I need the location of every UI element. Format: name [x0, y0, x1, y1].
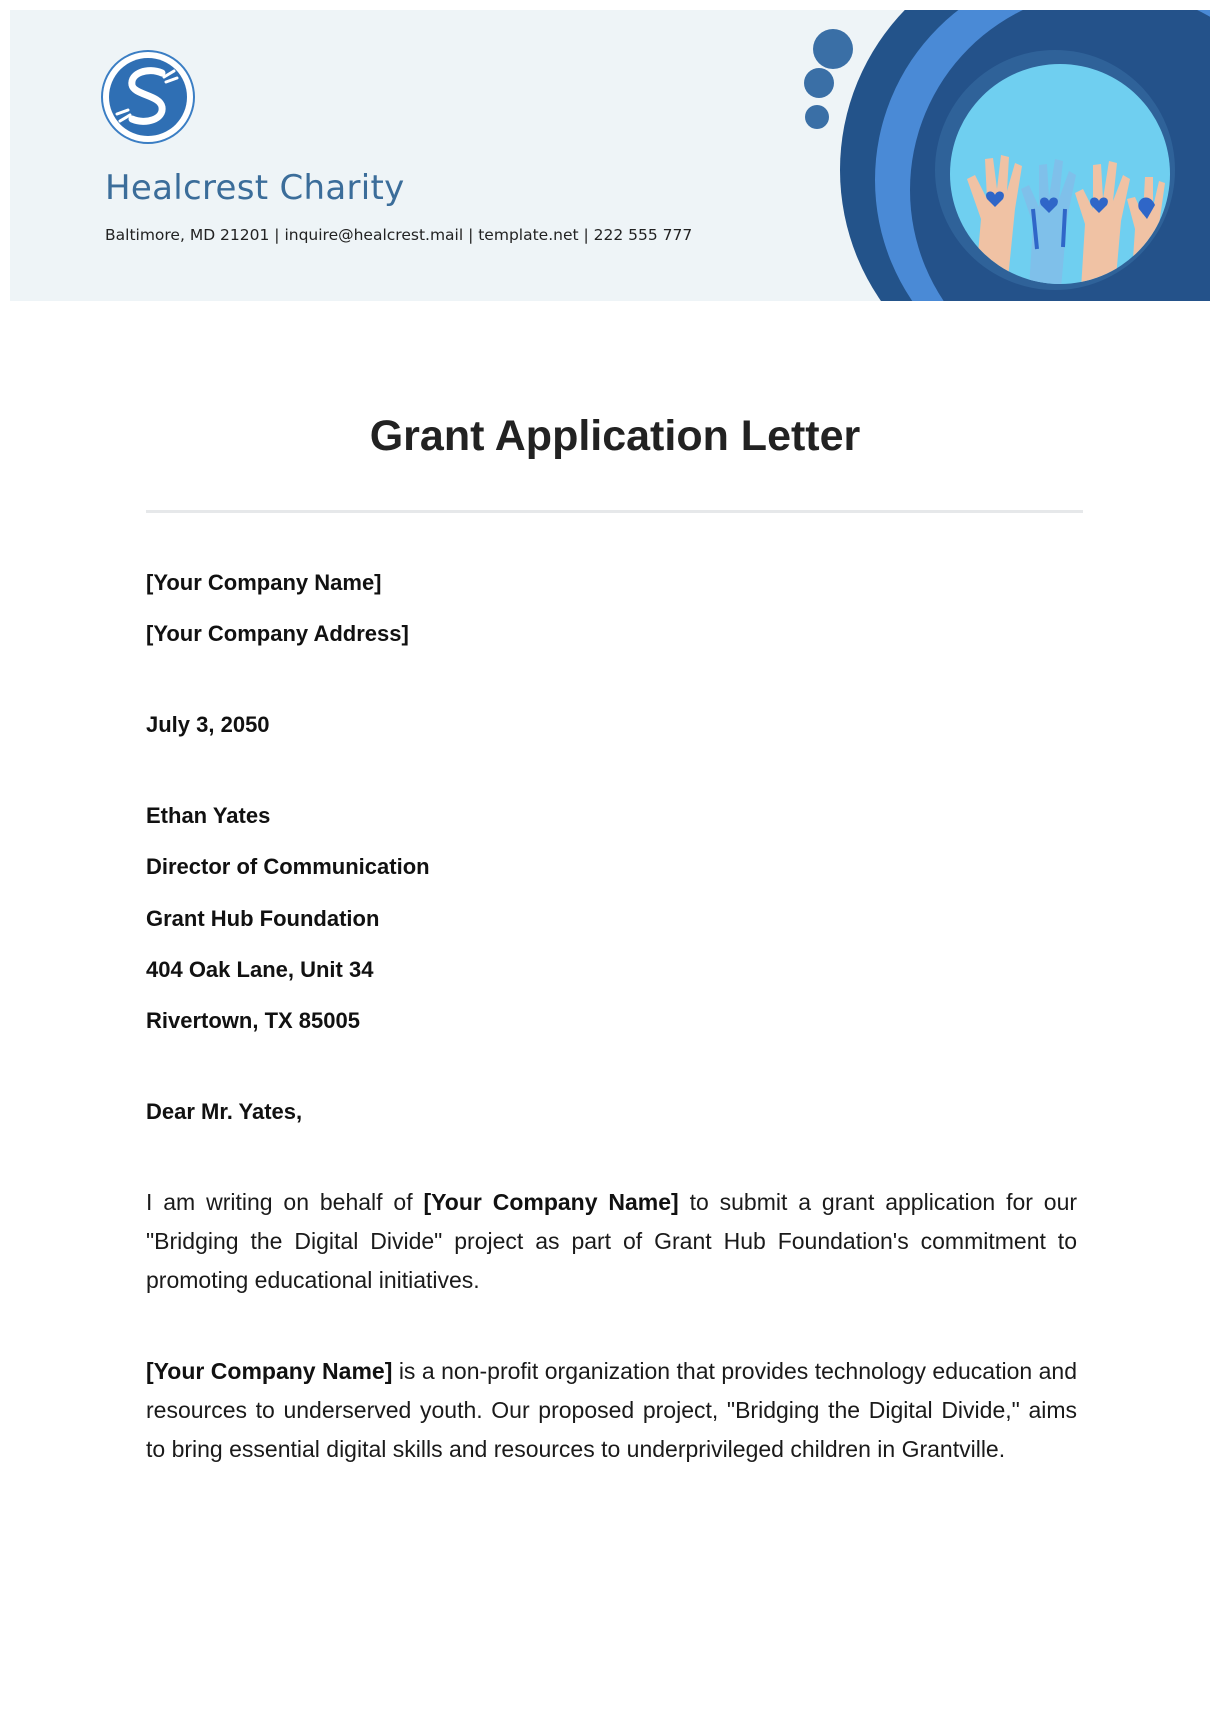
hands-photo	[945, 59, 1175, 289]
recipient-city: Rivertown, TX 85005	[146, 1008, 360, 1033]
dot-medium	[804, 68, 834, 98]
organization-contact: Baltimore, MD 21201 | inquire@healcrest.mail | template.net | 222 555 777	[105, 226, 693, 244]
letter-date: July 3, 2050	[146, 712, 270, 737]
sender-company-name: [Your Company Name]	[146, 570, 382, 595]
document-title: Grant Application Letter	[369, 412, 861, 460]
recipient-street: 404 Oak Lane, Unit 34	[146, 957, 374, 982]
title-divider	[146, 510, 1083, 513]
p2-company-placeholder: [Your Company Name]	[146, 1358, 393, 1384]
body-paragraph-2	[146, 1352, 1077, 1469]
dot-large	[813, 29, 853, 69]
healcrest-logo-icon	[100, 49, 196, 145]
p1-rest: to submit a grant application for our "Bridging the Digital Divide" project as part of Grant Hub Foundation's commitment to promoting educational initiatives.	[146, 1189, 1078, 1293]
p2-rest: is a non-profit organization that provides technology education and resources to underserved youth. Our proposed project, "Bridging the Digital Divide," aims to bring essential digital skills and resources to underprivileged children in Grantville.	[146, 1358, 1078, 1462]
p1-company-placeholder: [Your Company Name]	[423, 1189, 679, 1215]
sender-company-address: [Your Company Address]	[146, 621, 409, 646]
salutation: Dear Mr. Yates,	[146, 1099, 303, 1124]
p1-intro: I am writing on behalf of	[146, 1189, 424, 1215]
recipient-title: Director of Communication	[146, 854, 430, 879]
letterhead	[10, 10, 1210, 301]
recipient-organization: Grant Hub Foundation	[146, 906, 380, 931]
dot-small	[805, 105, 829, 129]
body-paragraph-1	[146, 1183, 1077, 1300]
recipient-name: Ethan Yates	[146, 803, 271, 828]
organization-name: Healcrest Charity	[105, 168, 405, 208]
